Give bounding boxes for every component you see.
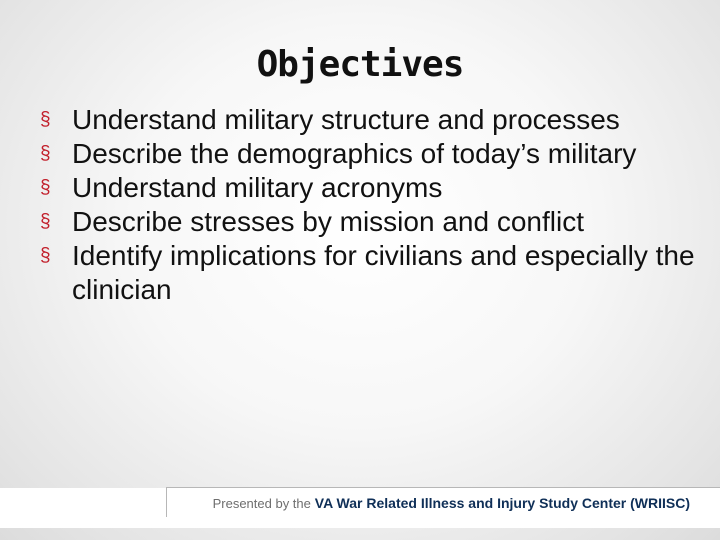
bullet-item [40, 171, 700, 205]
bullet-text: Identify implications for civilians and especially the clinician [72, 240, 695, 305]
footer-organization: VA War Related Illness and Injury Study Center (WRIISC) [314, 495, 690, 511]
bullet-text: Understand military acronyms [72, 172, 443, 203]
footer-divider [166, 487, 720, 488]
footer-divider-tick [166, 487, 167, 517]
bullet-marker-icon: § [40, 245, 51, 266]
bullet-marker-icon: § [40, 177, 51, 198]
bullet-item [40, 239, 700, 307]
bullet-text: Understand military structure and processes [72, 104, 620, 135]
bullet-marker-icon: § [40, 211, 51, 232]
bullet-marker-icon: § [40, 143, 51, 164]
bullet-marker-icon: § [40, 109, 51, 130]
footer-credit [213, 495, 690, 511]
objectives-list [40, 103, 700, 307]
bullet-item [40, 103, 700, 137]
bullet-text: Describe the demographics of today’s military [72, 138, 637, 169]
bullet-item [40, 137, 700, 171]
footer-lead: Presented by the [212, 496, 311, 511]
bullet-text: Describe stresses by mission and conflict [72, 206, 584, 237]
slide-title: Objectives [256, 44, 464, 85]
bullet-item [40, 205, 700, 239]
